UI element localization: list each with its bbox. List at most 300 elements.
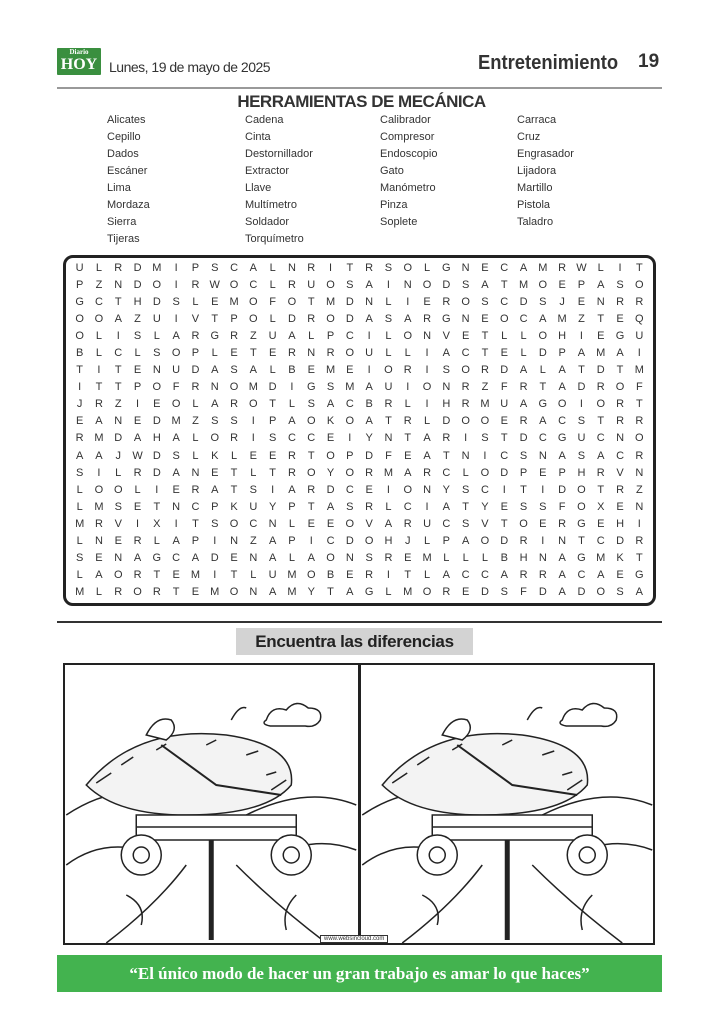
grid-letter[interactable]: E: [539, 517, 547, 530]
grid-letter[interactable]: A: [558, 364, 566, 377]
grid-letter[interactable]: E: [230, 347, 238, 360]
grid-letter[interactable]: G: [75, 296, 84, 309]
grid-letter[interactable]: N: [210, 381, 219, 394]
grid-letter[interactable]: A: [133, 432, 142, 445]
grid-letter[interactable]: A: [268, 551, 277, 564]
grid-letter[interactable]: V: [442, 330, 450, 343]
grid-letter[interactable]: A: [95, 568, 103, 581]
grid-letter[interactable]: S: [133, 330, 142, 343]
grid-letter[interactable]: P: [577, 279, 586, 292]
grid-letter[interactable]: I: [406, 296, 410, 309]
grid-letter[interactable]: L: [423, 415, 431, 428]
grid-letter[interactable]: N: [172, 500, 181, 513]
grid-letter[interactable]: L: [404, 398, 411, 411]
grid-letter[interactable]: T: [539, 381, 547, 394]
grid-letter[interactable]: D: [596, 364, 605, 377]
grid-letter[interactable]: C: [558, 415, 567, 428]
grid-letter[interactable]: P: [326, 330, 335, 343]
grid-letter[interactable]: S: [384, 262, 393, 274]
grid-letter[interactable]: A: [558, 568, 566, 581]
grid-letter[interactable]: I: [174, 313, 178, 326]
grid-letter[interactable]: E: [481, 262, 489, 274]
grid-letter[interactable]: Z: [95, 279, 103, 292]
grid-letter[interactable]: P: [558, 347, 566, 360]
grid-letter[interactable]: U: [365, 347, 374, 360]
grid-letter[interactable]: S: [481, 432, 489, 445]
grid-letter[interactable]: G: [615, 330, 625, 343]
grid-letter[interactable]: O: [326, 551, 335, 564]
grid-letter[interactable]: O: [403, 330, 413, 343]
grid-letter[interactable]: O: [384, 364, 393, 377]
grid-letter[interactable]: M: [325, 296, 336, 309]
grid-letter[interactable]: J: [76, 398, 83, 411]
grid-letter[interactable]: I: [348, 432, 352, 445]
grid-letter[interactable]: E: [365, 483, 373, 496]
grid-letter[interactable]: D: [519, 296, 528, 309]
grid-letter[interactable]: M: [152, 262, 162, 274]
grid-letter[interactable]: O: [171, 347, 181, 360]
grid-letter[interactable]: T: [635, 398, 643, 411]
grid-letter[interactable]: A: [172, 534, 180, 547]
grid-letter[interactable]: T: [76, 364, 84, 377]
grid-letter[interactable]: A: [539, 313, 547, 326]
grid-letter[interactable]: T: [307, 500, 315, 513]
grid-letter[interactable]: S: [172, 449, 180, 462]
grid-letter[interactable]: T: [442, 449, 450, 462]
grid-letter[interactable]: C: [345, 483, 354, 496]
grid-letter[interactable]: P: [346, 449, 354, 462]
grid-letter[interactable]: A: [172, 466, 180, 479]
grid-letter[interactable]: N: [461, 449, 470, 462]
grid-letter[interactable]: C: [461, 347, 470, 360]
grid-letter[interactable]: N: [384, 432, 393, 445]
grid-letter[interactable]: N: [345, 551, 354, 564]
grid-letter[interactable]: S: [616, 585, 624, 598]
grid-letter[interactable]: I: [502, 483, 506, 496]
grid-letter[interactable]: N: [114, 279, 123, 292]
grid-letter[interactable]: R: [635, 534, 644, 547]
grid-letter[interactable]: O: [249, 313, 258, 326]
grid-letter[interactable]: D: [500, 466, 509, 479]
grid-letter[interactable]: T: [153, 500, 161, 513]
grid-letter[interactable]: E: [75, 415, 84, 428]
grid-letter[interactable]: I: [386, 568, 390, 581]
grid-letter[interactable]: T: [153, 568, 161, 581]
grid-letter[interactable]: D: [345, 313, 354, 326]
grid-letter[interactable]: O: [480, 534, 490, 547]
grid-letter[interactable]: I: [174, 279, 178, 292]
grid-letter[interactable]: R: [442, 585, 451, 598]
grid-letter[interactable]: B: [288, 364, 296, 377]
grid-letter[interactable]: H: [577, 466, 586, 479]
grid-letter[interactable]: E: [172, 483, 180, 496]
grid-letter[interactable]: S: [616, 279, 624, 292]
grid-letter[interactable]: R: [230, 398, 239, 411]
grid-letter[interactable]: S: [326, 381, 335, 394]
grid-letter[interactable]: E: [616, 568, 624, 581]
grid-letter[interactable]: F: [500, 381, 508, 394]
grid-letter[interactable]: D: [558, 483, 567, 496]
grid-letter[interactable]: L: [597, 262, 604, 274]
grid-letter[interactable]: S: [249, 483, 257, 496]
grid-letter[interactable]: T: [346, 262, 354, 274]
grid-letter[interactable]: E: [307, 517, 315, 530]
grid-letter[interactable]: O: [596, 398, 606, 411]
grid-letter[interactable]: S: [461, 279, 470, 292]
grid-letter[interactable]: O: [403, 483, 413, 496]
grid-letter[interactable]: F: [558, 500, 566, 513]
grid-letter[interactable]: T: [597, 483, 605, 496]
grid-letter[interactable]: G: [210, 330, 220, 343]
grid-letter[interactable]: N: [249, 585, 258, 598]
grid-letter[interactable]: T: [597, 415, 605, 428]
grid-letter[interactable]: R: [191, 483, 200, 496]
grid-letter[interactable]: A: [365, 415, 373, 428]
grid-letter[interactable]: A: [597, 279, 605, 292]
grid-letter[interactable]: A: [616, 347, 624, 360]
grid-letter[interactable]: T: [192, 517, 199, 530]
grid-letter[interactable]: L: [269, 262, 276, 274]
grid-letter[interactable]: O: [229, 279, 239, 292]
grid-letter[interactable]: P: [133, 381, 142, 394]
grid-letter[interactable]: F: [172, 381, 180, 394]
grid-letter[interactable]: C: [114, 347, 123, 360]
grid-letter[interactable]: A: [404, 466, 412, 479]
grid-letter[interactable]: R: [191, 330, 200, 343]
grid-letter[interactable]: S: [230, 415, 238, 428]
grid-letter[interactable]: O: [635, 432, 644, 445]
grid-letter[interactable]: E: [133, 364, 142, 377]
grid-letter[interactable]: O: [171, 398, 181, 411]
grid-letter[interactable]: Y: [481, 500, 489, 513]
grid-letter[interactable]: A: [519, 262, 528, 274]
grid-letter[interactable]: L: [385, 330, 392, 343]
grid-letter[interactable]: R: [287, 347, 296, 360]
grid-letter[interactable]: R: [307, 483, 316, 496]
grid-letter[interactable]: P: [191, 534, 200, 547]
grid-letter[interactable]: U: [500, 398, 509, 411]
grid-letter[interactable]: I: [579, 330, 583, 343]
grid-letter[interactable]: U: [249, 500, 258, 513]
grid-letter[interactable]: S: [461, 483, 470, 496]
grid-letter[interactable]: Z: [249, 534, 257, 547]
grid-letter[interactable]: L: [501, 330, 508, 343]
grid-letter[interactable]: S: [519, 449, 528, 462]
grid-letter[interactable]: A: [95, 415, 103, 428]
grid-letter[interactable]: U: [307, 279, 316, 292]
grid-letter[interactable]: T: [500, 517, 508, 530]
grid-letter[interactable]: R: [287, 279, 296, 292]
grid-letter[interactable]: O: [403, 262, 413, 274]
grid-letter[interactable]: L: [520, 347, 527, 360]
grid-letter[interactable]: M: [518, 279, 529, 292]
grid-letter[interactable]: M: [75, 585, 85, 598]
grid-letter[interactable]: L: [288, 551, 295, 564]
grid-letter[interactable]: I: [136, 398, 140, 411]
grid-letter[interactable]: P: [558, 466, 566, 479]
grid-letter[interactable]: P: [191, 262, 200, 274]
grid-letter[interactable]: C: [403, 500, 412, 513]
grid-letter[interactable]: L: [76, 500, 83, 513]
grid-letter[interactable]: E: [481, 313, 489, 326]
grid-letter[interactable]: R: [519, 534, 528, 547]
grid-letter[interactable]: R: [616, 415, 625, 428]
grid-letter[interactable]: O: [635, 279, 644, 292]
grid-letter[interactable]: M: [345, 381, 355, 394]
grid-letter[interactable]: M: [248, 381, 258, 394]
grid-letter[interactable]: H: [384, 534, 393, 547]
grid-letter[interactable]: I: [386, 279, 390, 292]
grid-letter[interactable]: I: [386, 483, 390, 496]
grid-letter[interactable]: I: [271, 483, 275, 496]
grid-letter[interactable]: U: [384, 381, 393, 394]
grid-letter[interactable]: R: [384, 398, 393, 411]
grid-letter[interactable]: L: [95, 262, 102, 274]
grid-letter[interactable]: E: [616, 500, 624, 513]
grid-letter[interactable]: S: [172, 296, 180, 309]
grid-letter[interactable]: C: [307, 432, 316, 445]
grid-letter[interactable]: P: [230, 313, 238, 326]
grid-letter[interactable]: H: [133, 296, 142, 309]
grid-letter[interactable]: N: [191, 466, 200, 479]
grid-letter[interactable]: L: [269, 364, 276, 377]
grid-letter[interactable]: I: [425, 364, 429, 377]
grid-letter[interactable]: D: [577, 585, 586, 598]
grid-letter[interactable]: N: [94, 534, 103, 547]
grid-letter[interactable]: A: [172, 432, 180, 445]
grid-letter[interactable]: T: [578, 364, 585, 377]
grid-letter[interactable]: L: [385, 296, 392, 309]
grid-letter[interactable]: K: [326, 415, 335, 428]
grid-letter[interactable]: I: [213, 568, 217, 581]
grid-letter[interactable]: L: [76, 534, 83, 547]
grid-letter[interactable]: O: [229, 585, 239, 598]
grid-letter[interactable]: A: [249, 262, 257, 274]
grid-letter[interactable]: R: [558, 262, 567, 274]
grid-letter[interactable]: C: [500, 262, 509, 274]
grid-letter[interactable]: R: [365, 568, 374, 581]
grid-letter[interactable]: R: [94, 398, 103, 411]
grid-letter[interactable]: A: [268, 585, 277, 598]
grid-letter[interactable]: D: [287, 313, 296, 326]
grid-letter[interactable]: T: [249, 347, 257, 360]
grid-letter[interactable]: C: [480, 483, 489, 496]
grid-letter[interactable]: E: [577, 296, 586, 309]
grid-letter[interactable]: R: [596, 466, 605, 479]
grid-letter[interactable]: D: [326, 483, 335, 496]
grid-letter[interactable]: T: [635, 551, 643, 564]
grid-letter[interactable]: T: [597, 313, 605, 326]
grid-letter[interactable]: N: [307, 347, 316, 360]
grid-letter[interactable]: A: [249, 364, 257, 377]
grid-letter[interactable]: M: [596, 347, 606, 360]
grid-letter[interactable]: V: [365, 517, 373, 530]
grid-letter[interactable]: O: [75, 313, 84, 326]
grid-letter[interactable]: L: [404, 347, 411, 360]
grid-letter[interactable]: R: [133, 534, 142, 547]
grid-letter[interactable]: R: [558, 517, 567, 530]
grid-letter[interactable]: E: [268, 449, 277, 462]
grid-letter[interactable]: N: [538, 551, 547, 564]
grid-letter[interactable]: A: [577, 347, 586, 360]
grid-letter[interactable]: H: [152, 432, 161, 445]
grid-letter[interactable]: F: [269, 296, 276, 309]
grid-letter[interactable]: D: [616, 534, 625, 547]
grid-letter[interactable]: H: [558, 330, 567, 343]
grid-letter[interactable]: O: [306, 568, 316, 581]
grid-letter[interactable]: B: [75, 347, 84, 360]
grid-letter[interactable]: T: [616, 364, 624, 377]
grid-letter[interactable]: M: [596, 551, 606, 564]
grid-letter[interactable]: R: [403, 415, 412, 428]
grid-letter[interactable]: T: [307, 296, 315, 309]
grid-letter[interactable]: C: [249, 517, 258, 530]
grid-letter[interactable]: W: [132, 449, 143, 462]
grid-letter[interactable]: T: [481, 330, 489, 343]
grid-letter[interactable]: S: [577, 449, 586, 462]
grid-letter[interactable]: S: [500, 585, 508, 598]
grid-letter[interactable]: E: [461, 585, 470, 598]
grid-letter[interactable]: E: [326, 432, 335, 445]
grid-letter[interactable]: L: [211, 347, 218, 360]
grid-letter[interactable]: N: [616, 432, 625, 445]
grid-letter[interactable]: L: [481, 551, 488, 564]
grid-letter[interactable]: G: [538, 398, 548, 411]
grid-letter[interactable]: D: [538, 585, 547, 598]
grid-letter[interactable]: R: [94, 517, 103, 530]
grid-letter[interactable]: L: [192, 398, 199, 411]
grid-letter[interactable]: E: [423, 296, 431, 309]
grid-letter[interactable]: T: [481, 347, 489, 360]
grid-letter[interactable]: U: [635, 330, 644, 343]
grid-letter[interactable]: V: [191, 313, 200, 326]
grid-letter[interactable]: N: [461, 313, 470, 326]
grid-letter[interactable]: C: [519, 313, 528, 326]
grid-letter[interactable]: S: [384, 313, 393, 326]
grid-letter[interactable]: L: [308, 330, 315, 343]
grid-letter[interactable]: P: [191, 347, 200, 360]
grid-letter[interactable]: I: [290, 381, 294, 394]
grid-letter[interactable]: O: [326, 279, 335, 292]
grid-letter[interactable]: S: [75, 551, 84, 564]
grid-letter[interactable]: O: [422, 585, 432, 598]
grid-letter[interactable]: M: [422, 551, 432, 564]
grid-letter[interactable]: P: [288, 500, 296, 513]
grid-letter[interactable]: A: [75, 449, 84, 462]
grid-letter[interactable]: F: [385, 449, 392, 462]
grid-letter[interactable]: I: [251, 432, 255, 445]
grid-letter[interactable]: A: [500, 568, 508, 581]
grid-letter[interactable]: C: [172, 551, 181, 564]
grid-letter[interactable]: A: [211, 364, 219, 377]
grid-letter[interactable]: E: [249, 449, 257, 462]
grid-letter[interactable]: C: [500, 296, 509, 309]
grid-letter[interactable]: T: [211, 313, 219, 326]
grid-letter[interactable]: E: [500, 415, 508, 428]
grid-letter[interactable]: E: [500, 347, 508, 360]
grid-letter[interactable]: D: [519, 432, 528, 445]
grid-letter[interactable]: S: [539, 296, 547, 309]
grid-letter[interactable]: L: [269, 313, 276, 326]
grid-letter[interactable]: L: [192, 296, 199, 309]
grid-letter[interactable]: S: [577, 415, 586, 428]
grid-letter[interactable]: O: [596, 585, 606, 598]
grid-letter[interactable]: O: [577, 500, 586, 513]
grid-letter[interactable]: Z: [635, 483, 643, 496]
grid-letter[interactable]: Z: [192, 415, 199, 428]
grid-letter[interactable]: M: [634, 364, 644, 377]
grid-letter[interactable]: R: [635, 296, 644, 309]
grid-letter[interactable]: O: [577, 483, 586, 496]
grid-letter[interactable]: M: [171, 415, 181, 428]
grid-letter[interactable]: R: [365, 262, 374, 274]
grid-letter[interactable]: D: [577, 381, 586, 394]
grid-letter[interactable]: E: [211, 466, 219, 479]
grid-letter[interactable]: M: [538, 262, 548, 274]
grid-letter[interactable]: A: [191, 551, 200, 564]
grid-letter[interactable]: C: [230, 262, 239, 274]
grid-letter[interactable]: A: [133, 551, 142, 564]
grid-letter[interactable]: A: [519, 398, 528, 411]
grid-letter[interactable]: O: [615, 381, 625, 394]
grid-letter[interactable]: D: [442, 415, 451, 428]
grid-letter[interactable]: O: [326, 313, 335, 326]
grid-letter[interactable]: L: [153, 330, 160, 343]
grid-letter[interactable]: C: [577, 568, 586, 581]
grid-letter[interactable]: L: [385, 347, 392, 360]
grid-letter[interactable]: E: [133, 415, 142, 428]
grid-letter[interactable]: G: [577, 517, 586, 530]
grid-letter[interactable]: A: [307, 551, 315, 564]
grid-letter[interactable]: O: [210, 432, 220, 445]
grid-letter[interactable]: E: [133, 500, 142, 513]
grid-letter[interactable]: A: [95, 449, 103, 462]
grid-letter[interactable]: O: [461, 364, 470, 377]
grid-letter[interactable]: S: [307, 398, 315, 411]
grid-letter[interactable]: O: [306, 466, 316, 479]
grid-letter[interactable]: N: [249, 551, 258, 564]
grid-letter[interactable]: K: [616, 551, 624, 564]
grid-letter[interactable]: T: [404, 568, 412, 581]
grid-letter[interactable]: I: [425, 347, 429, 360]
grid-letter[interactable]: T: [635, 262, 643, 274]
grid-letter[interactable]: M: [383, 466, 394, 479]
grid-letter[interactable]: R: [403, 517, 412, 530]
grid-letter[interactable]: A: [597, 568, 605, 581]
grid-letter[interactable]: A: [442, 500, 450, 513]
grid-letter[interactable]: K: [211, 449, 219, 462]
grid-letter[interactable]: R: [133, 466, 142, 479]
grid-letter[interactable]: R: [442, 432, 451, 445]
grid-letter[interactable]: L: [192, 449, 199, 462]
grid-letter[interactable]: I: [174, 262, 178, 274]
grid-letter[interactable]: K: [230, 500, 238, 513]
grid-letter[interactable]: E: [539, 466, 547, 479]
grid-letter[interactable]: L: [443, 551, 450, 564]
grid-letter[interactable]: R: [365, 500, 374, 513]
grid-letter[interactable]: L: [269, 279, 276, 292]
grid-letter[interactable]: I: [541, 483, 545, 496]
grid-letter[interactable]: U: [268, 330, 277, 343]
grid-letter[interactable]: R: [635, 415, 644, 428]
grid-letter[interactable]: O: [113, 568, 123, 581]
grid-letter[interactable]: B: [500, 551, 508, 564]
grid-letter[interactable]: E: [558, 279, 566, 292]
grid-letter[interactable]: C: [596, 432, 605, 445]
grid-letter[interactable]: N: [635, 466, 644, 479]
grid-letter[interactable]: C: [442, 466, 451, 479]
grid-letter[interactable]: O: [557, 398, 567, 411]
